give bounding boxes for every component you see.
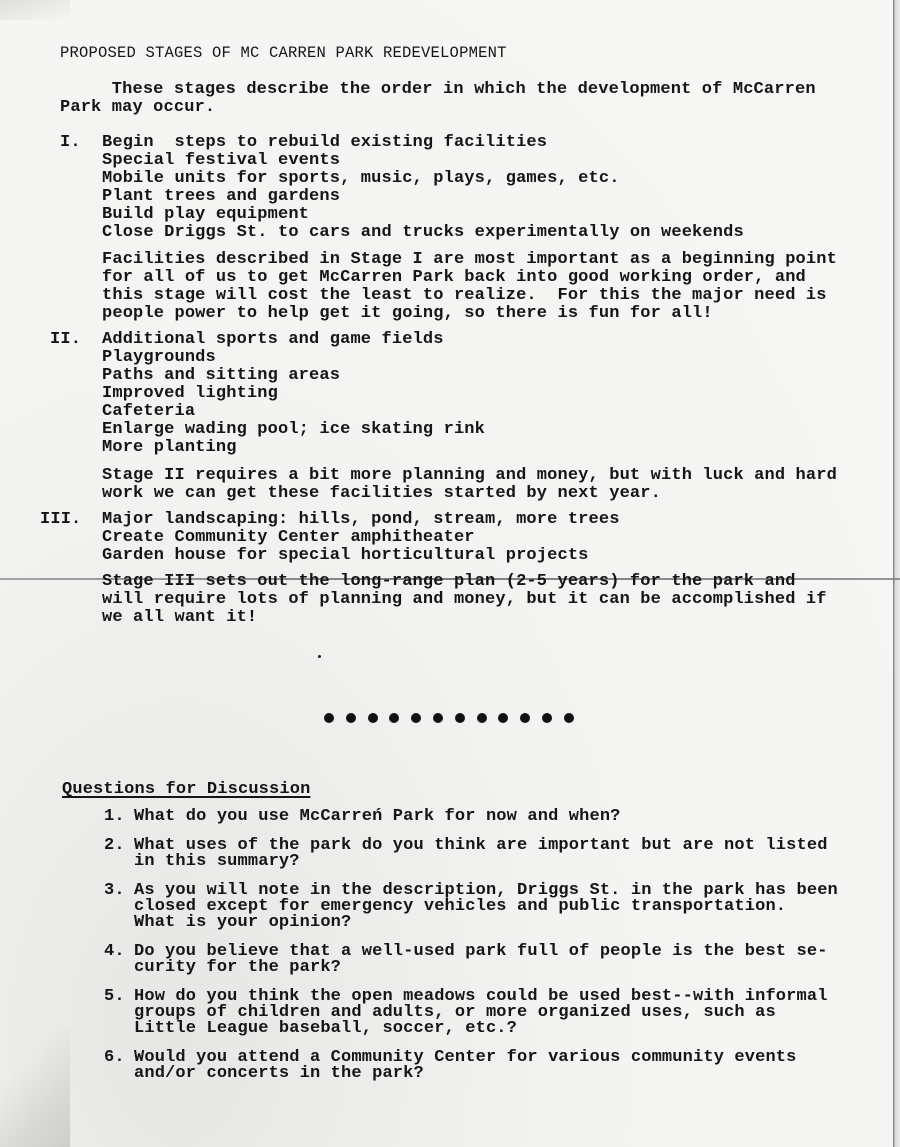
question-number: 4.: [104, 942, 125, 961]
divider-dot: [477, 713, 487, 723]
question-line: groups of children and adults, or more organized uses, such as: [134, 1003, 776, 1022]
divider-dot: [520, 713, 530, 723]
stage-item: Special festival events: [102, 151, 341, 170]
stage-item: Improved lighting: [102, 384, 278, 403]
stage-item: Build play equipment: [102, 205, 310, 224]
stage-item: Playgrounds: [102, 348, 216, 367]
intro-line: Park may occur.: [60, 98, 216, 117]
question-line: closed except for emergency vehicles and public transportation.: [134, 897, 787, 916]
stage-numeral: I.: [60, 133, 81, 152]
stage-summary-line: this stage will cost the least to realize. For this the major need is: [102, 286, 827, 305]
divider-dot: [389, 713, 399, 723]
stage-item: Garden house for special horticultural projects: [102, 546, 589, 565]
question-line: As you will note in the description, Driggs St. in the park has been: [134, 881, 838, 900]
stage-item: More planting: [102, 438, 237, 457]
question-line: curity for the park?: [134, 958, 342, 977]
divider-dot: [542, 713, 552, 723]
stage-item: Additional sports and game fields: [102, 330, 444, 349]
question-line: Do you believe that a well-used park full of people is the best se-: [134, 942, 828, 961]
paper-edge: [893, 0, 900, 1147]
stage-summary-line: Stage II requires a bit more planning and money, but with luck and hard: [102, 466, 837, 485]
paper-fold-shadow: [0, 1030, 70, 1147]
divider-dot: [368, 713, 378, 723]
questions-heading: Questions for Discussion: [62, 780, 311, 799]
stage-summary-line: Facilities described in Stage I are most important as a beginning point: [102, 250, 837, 269]
stage-item: Begin steps to rebuild existing facilities: [102, 133, 548, 152]
stage-numeral: II.: [50, 330, 82, 349]
stage-summary-line: people power to help get it going, so there is fun for all!: [102, 304, 713, 323]
section-divider: [324, 713, 574, 723]
divider-dot: [498, 713, 508, 723]
question-line: and/or concerts in the park?: [134, 1064, 424, 1083]
document-title: PROPOSED STAGES OF MC CARREN PARK REDEVELOPMENT: [60, 44, 507, 62]
stage-summary-line: for all of us to get McCarren Park back into good working order, and: [102, 268, 806, 287]
ink-speck: [318, 655, 321, 658]
stage-summary-line: we all want it!: [102, 608, 258, 627]
question-line: Would you attend a Community Center for various community events: [134, 1048, 797, 1067]
question-line: Little League baseball, soccer, etc.?: [134, 1019, 518, 1038]
divider-dot: [455, 713, 465, 723]
paper-shadow: [0, 0, 70, 20]
stage-item: Cafeteria: [102, 402, 196, 421]
stage-summary-line: work we can get these facilities started by next year.: [102, 484, 661, 503]
stage-item: Close Driggs St. to cars and trucks experimentally on weekends: [102, 223, 744, 242]
divider-dot: [433, 713, 443, 723]
intro-line: These stages describe the order in which the development of McCarren: [60, 80, 816, 99]
stage-item: Paths and sitting areas: [102, 366, 341, 385]
stage-item: Create Community Center amphitheater: [102, 528, 475, 547]
stage-item: Major landscaping: hills, pond, stream, more trees: [102, 510, 620, 529]
question-line: What is your opinion?: [134, 913, 352, 932]
question-line: What do you use McCarreń Park for now and when?: [134, 807, 621, 826]
stage-numeral: III.: [40, 510, 82, 529]
question-number: 3.: [104, 881, 125, 900]
divider-dot: [346, 713, 356, 723]
question-number: 6.: [104, 1048, 125, 1067]
question-number: 5.: [104, 987, 125, 1006]
stage-summary-line: Stage III sets out the long-range plan (2-5 years) for the park and: [102, 572, 796, 591]
divider-dot: [324, 713, 334, 723]
divider-dot: [564, 713, 574, 723]
stage-item: Plant trees and gardens: [102, 187, 341, 206]
stage-item: Enlarge wading pool; ice skating rink: [102, 420, 486, 439]
question-number: 2.: [104, 836, 125, 855]
question-number: 1.: [104, 807, 125, 826]
divider-dot: [411, 713, 421, 723]
stage-item: Mobile units for sports, music, plays, games, etc.: [102, 169, 620, 188]
stage-summary-line: will require lots of planning and money, but it can be accomplished if: [102, 590, 827, 609]
question-line: How do you think the open meadows could be used best--with informal: [134, 987, 828, 1006]
question-line: in this summary?: [134, 852, 300, 871]
question-line: What uses of the park do you think are important but are not listed: [134, 836, 828, 855]
